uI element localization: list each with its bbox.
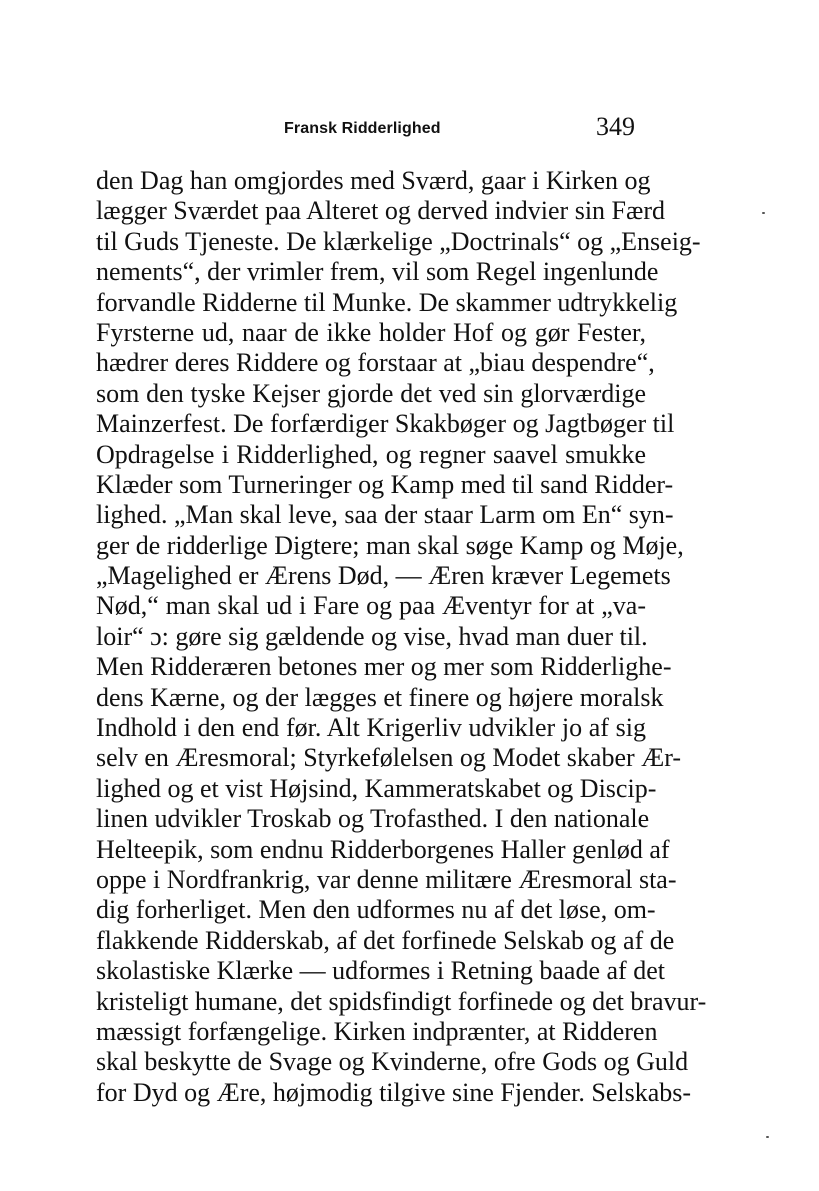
- text-line: dig forherliget. Men den udformes nu af det løse, om-: [96, 895, 656, 925]
- running-title: Fransk Ridderlighed: [284, 120, 441, 137]
- text-line: mæssigt forfængelige. Kirken indprænter, at Ridderen: [96, 1016, 658, 1046]
- text-line: loir“ ɔ: gøre sig gældende og vise, hvad man duer til.: [96, 621, 648, 651]
- scan-speck: [766, 1136, 769, 1138]
- text-line: Indhold i den end før. Alt Krigerliv udvikler jo af sig: [96, 713, 646, 743]
- text-line: kristeligt humane, det spidsfindigt forfinede og det bravur-: [96, 986, 707, 1016]
- text-line: Mainzerfest. De forfærdiger Skakbøger og Jagtbøger til: [96, 409, 675, 439]
- text-line: linen udvikler Troskab og Trofasthed. I den nationale: [96, 804, 650, 834]
- text-line: til Guds Tjeneste. De klærkelige „Doctrinals“ og „Enseig-: [96, 226, 701, 256]
- text-line: Men Ridderæren betones mer og mer som Ridderlighe-: [96, 652, 672, 682]
- page-number: 349: [596, 112, 635, 141]
- text-line: nements“, der vrimler frem, vil som Regel ingenlunde: [96, 257, 659, 287]
- text-line: skolastiske Klærke — udformes i Retning baade af det: [96, 956, 665, 986]
- text-line: Nød,“ man skal ud i Fare og paa Æventyr for at „va-: [96, 591, 646, 621]
- text-line: ger de ridderlige Digtere; man skal søge Kamp og Møje,: [96, 530, 684, 560]
- text-line: lighed og et vist Højsind, Kammeratskabet og Discip-: [96, 773, 657, 803]
- text-line: for Dyd og Ære, højmodig tilgive sine Fjender. Selskabs-: [96, 1077, 692, 1107]
- text-line: Helteepik, som endnu Ridderborgenes Haller genlød af: [96, 834, 670, 864]
- text-line: den Dag han omgjordes med Sværd, gaar i Kirken og: [96, 166, 651, 195]
- text-line: selv en Æresmoral; Styrkefølelsen og Modet skaber Ær-: [96, 743, 682, 773]
- body-text: [96, 166, 707, 1108]
- scan-speck: [762, 212, 765, 214]
- text-line: lægger Sværdet paa Alteret og derved indvier sin Færd: [96, 196, 666, 226]
- text-line: dens Kærne, og der lægges et finere og højere moralsk: [96, 682, 664, 712]
- text-line: Fyrsterne ud, naar de ikke holder Hof og gør Fester,: [96, 317, 646, 347]
- text-line: skal beskytte de Svage og Kvinderne, ofre Gods og Guld: [96, 1047, 689, 1077]
- text-line: hædrer deres Riddere og forstaar at „biau despendre“,: [96, 348, 655, 378]
- text-line: Opdragelse i Ridderlighed, og regner saavel smukke: [96, 439, 646, 469]
- text-line: lighed. „Man skal leve, saa der staar Larm om En“ syn-: [96, 500, 674, 530]
- text-line: oppe i Nordfrankrig, var denne militære Æresmoral sta-: [96, 864, 677, 894]
- text-line: flakkende Ridderskab, af det forfinede Selskab og af de: [96, 925, 675, 955]
- text-line: „Magelighed er Ærens Død, — Æren kræver Legemets: [96, 561, 671, 591]
- text-line: forvandle Ridderne til Munke. De skammer udtrykkelig: [96, 287, 678, 317]
- text-line: som den tyske Kejser gjorde det ved sin glorværdige: [96, 378, 646, 408]
- text-line: Klæder som Turneringer og Kamp med til sand Ridder-: [96, 469, 674, 499]
